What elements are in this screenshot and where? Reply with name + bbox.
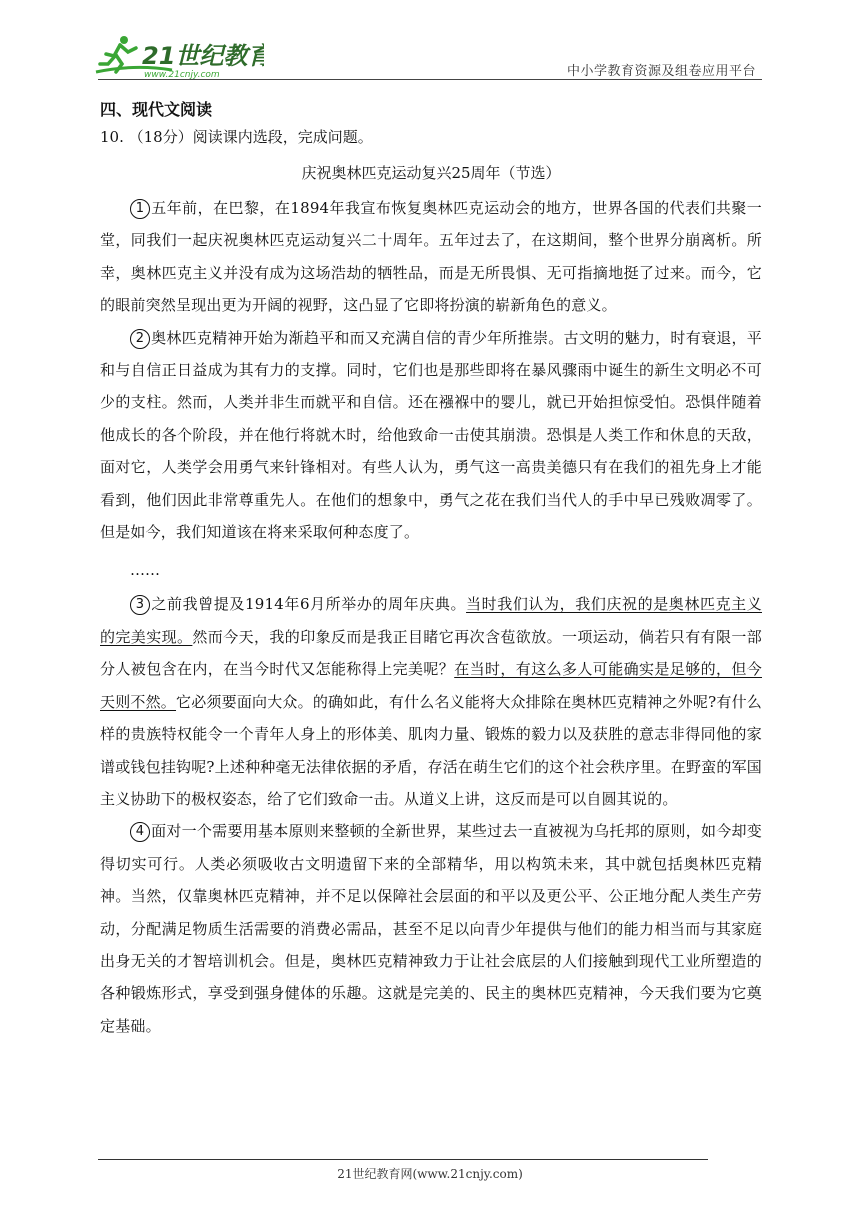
main-content [100, 96, 762, 1042]
paragraph-text: 五年前，在巴黎，在1894年我宣布恢复奥林匹克运动会的地方，世界各国的代表们共聚一堂，同我们一起庆祝奥林匹克运动复兴二十周年。五年过去了，在这期间，整个世界分崩离析。所幸，奥林匹克主义并没有成为这场浩劫的牺牲品，而是无所畏惧、无可指摘地挺了过来。而今，它的眼前突然呈现出更为开阔的视野，这凸显了它即将扮演的崭新角色的意义。 [100, 199, 762, 315]
footer-divider [98, 1159, 708, 1160]
paragraph-4 [100, 815, 762, 1042]
header-divider [98, 79, 762, 80]
platform-label: 中小学教育资源及组卷应用平台 [566, 64, 756, 79]
paragraph-text: 奥林匹克精神开始为渐趋平和而又充满自信的青少年所推崇。古文明的魅力，时有衰退，平和与自信正日益成为其有力的支撑。同时，它们也是那些即将在暴风骤雨中诞生的新生文明必不可少的支柱。然而，人类并非生而就平和自信。还在襁褓中的婴儿，就已开始担惊受怕。恐惧伴随着他成长的各个阶段，并在他行将就木时，给他致命一击使其崩溃。恐惧是人类工作和休息的天敌，面对它，人类学会用勇气来针锋相对。有些人认为，勇气这一高贵美德只有在我们的祖先身上才能看到，他们因此非常尊重先人。在他们的想象中，勇气之花在我们当代人的手中早已残败凋零了。但是如今，我们知道该在将来采取何种态度了。 [100, 328, 762, 542]
paragraph-number: 2 [130, 329, 150, 349]
paragraph-number: 4 [130, 822, 150, 842]
logo-url: www.21cnjy.com [144, 70, 220, 80]
site-logo[interactable] [94, 34, 264, 80]
question-prompt: 10. （18分）阅读课内选段，完成问题。 [100, 128, 373, 146]
page-header [0, 0, 860, 84]
page-footer: 21世纪教育网(www.21cnjy.com) [337, 1167, 523, 1181]
logo-text: 21世纪教育 [142, 42, 264, 70]
paragraph-1 [100, 192, 762, 322]
underlined-sentence-1: 当时我们认为，我们庆祝的是奥林匹克主义的完美实现。 [100, 595, 762, 646]
omission-ellipsis: …… [130, 561, 160, 580]
runner-logo-icon [94, 34, 264, 80]
paragraph-text: 它必须要面向大众。的确如此，有什么名义能将大众排除在奥林匹克精神之外呢?有什么样的贵族特权能令一个青年人身上的形体美、肌肉力量、锻炼的毅力以及获胜的意志非得同他的家谱或钱包挂钩呢?上述种种毫无法律依据的矛盾，存活在萌生它们的这个社会秩序里。在野蛮的军国主义协助下的极权姿态，给了它们致命一击。从道义上讲，这反而是可以自圆其说的。 [100, 692, 762, 808]
paragraph-text: 之前我曾提及1914年6月所举办的周年庆典。 [151, 595, 467, 614]
underlined-sentence-2: 在当时，有这么多人可能确实是足够的，但今天则不然。 [100, 660, 762, 711]
paragraph-3 [100, 588, 762, 815]
paragraph-2 [100, 322, 762, 549]
section-title: 四、现代文阅读 [100, 100, 213, 119]
paragraph-number: 1 [130, 199, 150, 219]
paragraph-number: 3 [130, 595, 150, 615]
passage-title: 庆祝奥林匹克运动复兴25周年（节选） [301, 164, 561, 182]
paragraph-text: 然而今天，我的印象反而是我正目睹它再次含苞欲放。一项运动，倘若只有有限一部分人被包含在内，在当今时代又怎能称得上完美呢？ [100, 627, 763, 679]
paragraph-text: 面对一个需要用基本原则来整顿的全新世界，某些过去一直被视为乌托邦的原则，如今却变得切实可行。人类必须吸收古文明遗留下来的全部精华，用以构筑未来，其中就包括奥林匹克精神。当然，仅靠奥林匹克精神，并不足以保障社会层面的和平以及更公平、公正地分配人类生产劳动，分配满足物质生活需要的消费必需品，甚至不足以向青少年提供与他们的能力相当而与其家庭出身无关的才智培训机会。但是，奥林匹克精神致力于让社会底层的人们接触到现代工业所塑造的各种锻炼形式，享受到强身健体的乐趣。这就是完美的、民主的奥林匹克精神，今天我们要为它奠定基础。 [100, 822, 762, 1035]
